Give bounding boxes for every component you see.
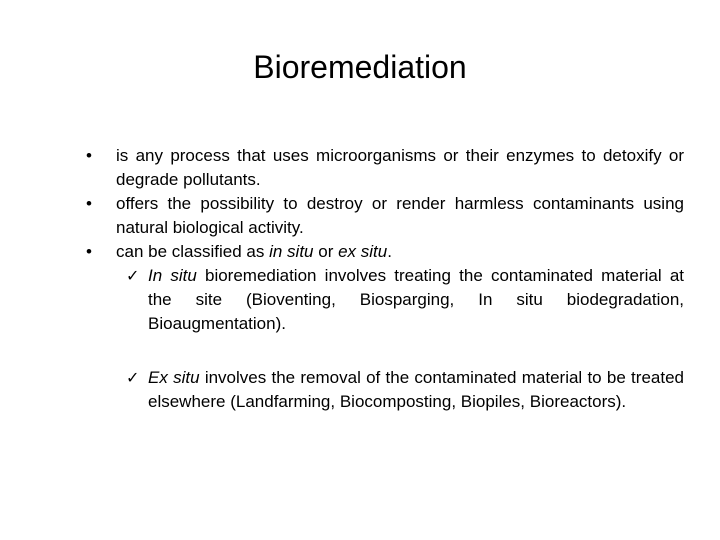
bullet-text-end: .: [387, 242, 392, 261]
bullet-text-middle: or: [313, 242, 339, 261]
bullet-emphasis-ex-situ: ex situ: [338, 242, 388, 261]
bullet-item: [84, 192, 684, 240]
sub-bullet-item: [126, 264, 684, 336]
sub-bullet-text: involves the removal of the contaminated material to be treated elsewhere (Landfarming, Biocomposting, Biopiles, Bioreactors).: [148, 368, 684, 411]
bullet-text: is any process that uses microorganisms or their enzymes to detoxify or degrade pollutants.: [116, 146, 684, 189]
sub-bullet-text: bioremediation involves treating the contaminated material at the site (Bioventing, Biosparging, In situ biodegradation, Bioaugmentation).: [148, 266, 684, 333]
bullet-marker: •: [86, 194, 92, 213]
check-icon: ✓: [126, 266, 140, 285]
slide-content: [84, 144, 684, 414]
sub-bullet-emphasis: Ex situ: [148, 368, 200, 387]
bullet-text: offers the possibility to destroy or render harmless contaminants using natural biological activity.: [116, 194, 684, 237]
slide-title: Bioremediation: [253, 49, 467, 85]
sub-bullet-emphasis: In situ: [148, 266, 197, 285]
bullet-emphasis-in-situ: in situ: [269, 242, 314, 261]
bullet-text-start: can be classified as: [116, 242, 270, 261]
bullet-item: [84, 240, 684, 264]
sub-bullet-item: [126, 366, 684, 414]
bullet-item: [84, 144, 684, 192]
bullet-marker: •: [86, 146, 92, 165]
bullet-marker: •: [86, 242, 92, 261]
check-icon: ✓: [126, 368, 140, 387]
